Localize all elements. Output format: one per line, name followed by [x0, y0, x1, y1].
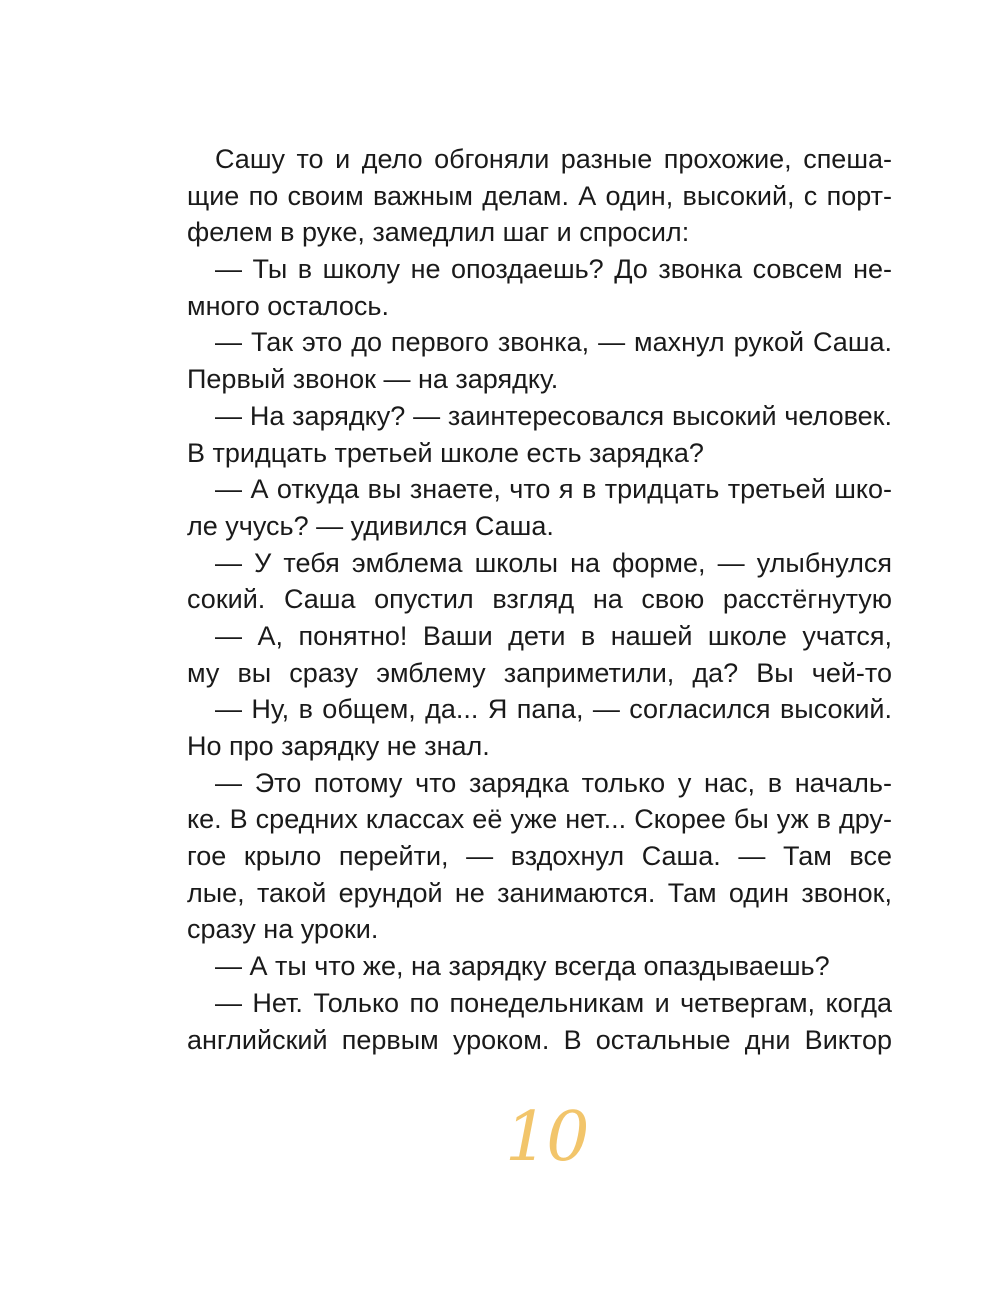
text-line: ке. В средних классах её уже нет... Скорее бы уж в дру-: [187, 804, 892, 835]
text-line: — Это потому что зарядка только у нас, в началь-: [215, 767, 892, 798]
text-line: му вы сразу эмблему заприметили, да? Вы чей-то: [187, 657, 892, 688]
text-line: — Так это до первого звонка, — махнул рукой Саша.: [215, 327, 892, 358]
text-line: сокий. Саша опустил взгляд на свою расстёгнутую: [187, 584, 892, 615]
text-line: — У тебя эмблема школы на форме, — улыбнулся: [215, 547, 892, 578]
text-line: английский первым уроком. В остальные дни Виктор: [187, 1024, 892, 1055]
text-line: Первый звонок — на зарядку.: [187, 364, 559, 395]
text-line: — Нет. Только по понедельникам и четвергам, когда: [215, 987, 892, 1018]
text-line: ле учусь? — удивился Саша.: [187, 510, 554, 541]
text-line: — На зарядку? — заинтересовался высокий человек.: [215, 400, 892, 431]
text-line: Сашу то и дело обгоняли разные прохожие, спеша-: [215, 144, 892, 174]
text-line: щие по своим важным делам. А один, высокий, с порт-: [187, 180, 892, 211]
text-line: лые, такой ерундой не занимаются. Там один звонок,: [187, 877, 892, 908]
text-line: В тридцать третьей школе есть зарядка?: [187, 437, 704, 468]
text-line: — А, понятно! Ваши дети в нашей школе учатся,: [215, 620, 892, 651]
text-line: много осталось.: [187, 290, 389, 321]
text-line: Но про зарядку не знал.: [187, 731, 490, 761]
text-line: гое крыло перейти, — вздохнул Саша. — Там все: [187, 841, 892, 872]
text-line: — Ну, в общем, да... Я папа, — согласился высокий.: [215, 694, 892, 725]
page-number: 10: [505, 1098, 588, 1177]
text-line: сразу на уроки.: [187, 914, 379, 945]
text-line: фелем в руке, замедлил шаг и спросил:: [187, 217, 690, 248]
body-text: [187, 141, 892, 1058]
text-line: — А ты что же, на зарядку всегда опаздываешь?: [215, 951, 830, 982]
text-line: — Ты в школу не опоздаешь? До звонка совсем не-: [215, 254, 892, 285]
text-line: — А откуда вы знаете, что я в тридцать третьей шко-: [215, 474, 892, 505]
